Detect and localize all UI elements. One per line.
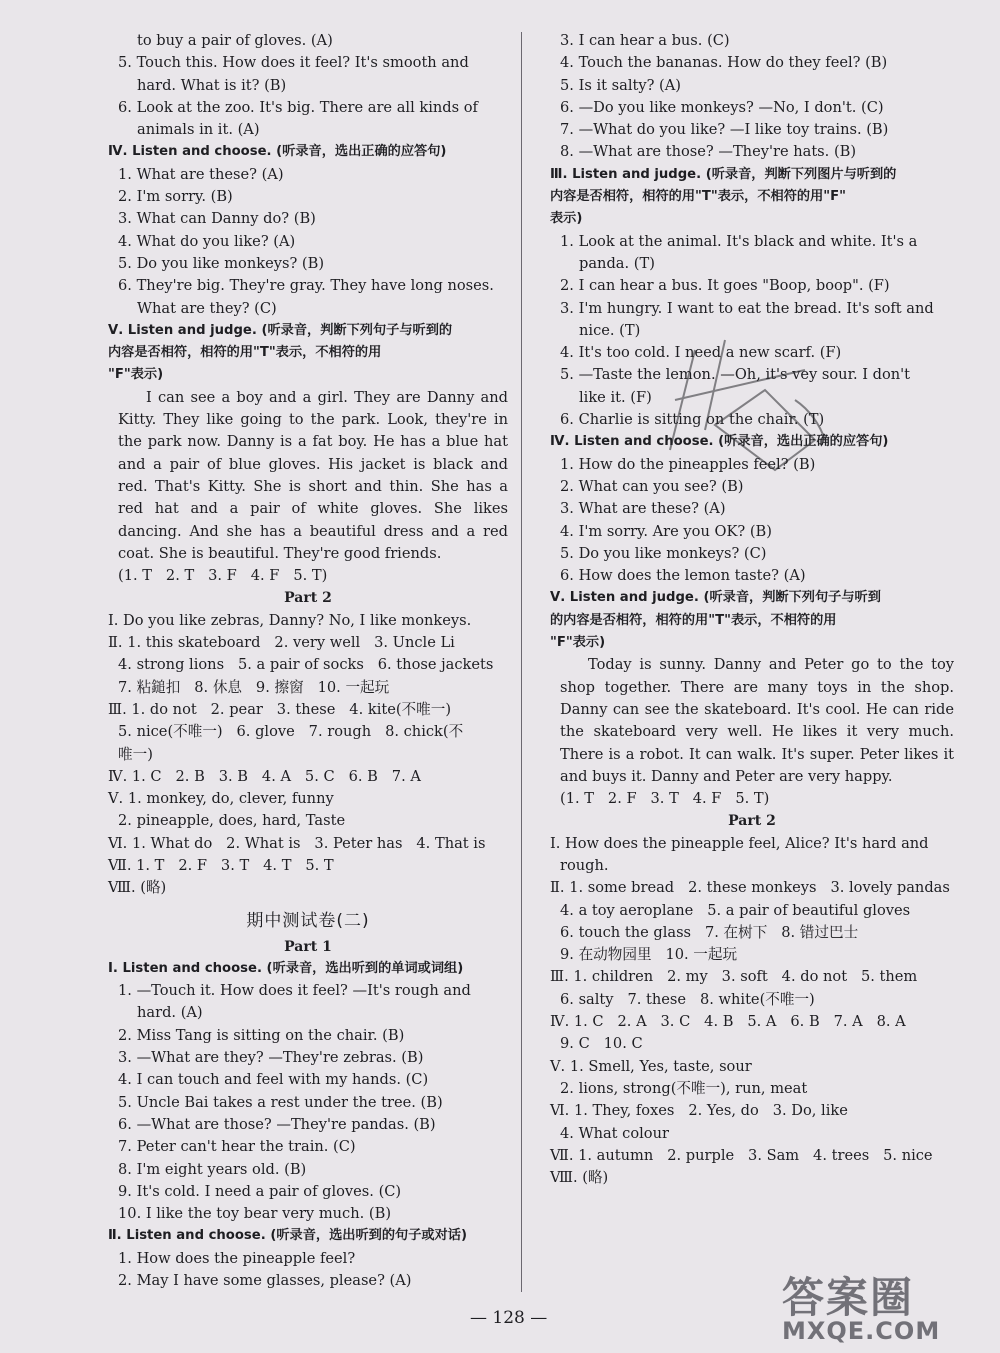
- text-line: 3. —What are they? —They're zebras. (B): [118, 1049, 424, 1067]
- section-heading: Ⅲ. Listen and judge. (听录音，判断下列图片与听到的: [550, 166, 897, 182]
- text-line: 6. Charlie is sitting on the chair. (T): [560, 411, 825, 429]
- text-line: 9. It's cold. I need a pair of gloves. (C): [118, 1182, 402, 1200]
- text-line: 1. How does the pineapple feel?: [118, 1249, 356, 1267]
- text-line: 4. strong lions 5. a pair of socks 6. those jackets: [118, 656, 494, 674]
- text-line: 4. Touch the bananas. How do they feel? (B): [560, 54, 888, 72]
- text-line: 6. Look at the zoo. It's big. There are all kinds of: [118, 98, 478, 116]
- text-line: 6. —Do you like monkeys? —No, I don't. (C): [560, 98, 884, 116]
- text-line: 10. I like the toy bear very much. (B): [118, 1205, 392, 1223]
- text-line: 8. —What are those? —They're hats. (B): [560, 143, 857, 161]
- text-line: Ⅰ. Do you like zebras, Danny? No, I like monkeys.: [108, 611, 472, 629]
- text-line: 9. C 10. C: [560, 1035, 643, 1053]
- part-heading: Part 2: [284, 590, 332, 607]
- text-line: like it. (F): [579, 388, 652, 406]
- page-number: — 128 —: [470, 1308, 548, 1328]
- right-column: [550, 30, 959, 1189]
- text-line: 2. What can you see? (B): [560, 477, 744, 495]
- text-line: 1. —Touch it. How does it feel? —It's rough and: [118, 982, 471, 1000]
- text-line: 1. What are these? (A): [118, 165, 284, 183]
- text-line: 7. —What do you like? —I like toy trains. (B): [560, 121, 889, 139]
- text-line: Ⅶ. 1. T 2. F 3. T 4. T 5. T: [108, 856, 334, 874]
- text-line: 6. They're big. They're gray. They have long noses.: [118, 277, 494, 295]
- text-line: 3. I'm hungry. I want to eat the bread. It's soft and: [560, 299, 934, 317]
- text-line: What are they? (C): [137, 299, 277, 317]
- text-line: hard. What is it? (B): [137, 76, 287, 94]
- passage-paragraph: Today is sunny. Danny and Peter go to the toy shop together. There are many toys in the shop. Danny can see the skateboard. It's cool. He can ride the skateboard very well. He likes it very much. There is a robot. It can walk. It's super. Peter likes it and buys it. Danny and Peter are very happy.: [560, 656, 959, 785]
- text-line: 3. What can Danny do? (B): [118, 210, 316, 228]
- handwritten-stamp: [655, 330, 855, 480]
- text-line: 6. —What are those? —They're pandas. (B): [118, 1115, 436, 1133]
- section-heading: 表示): [550, 211, 583, 227]
- text-line: 5. Uncle Bai takes a rest under the tree. (B): [118, 1093, 443, 1111]
- watermark-sub: MXQE.COM: [782, 1317, 941, 1345]
- text-line: 1. How do the pineapples feel? (B): [560, 455, 816, 473]
- text-line: Ⅱ. 1. some bread 2. these monkeys 3. lovely pandas: [550, 879, 950, 897]
- text-line: 唯一): [118, 745, 153, 763]
- passage-paragraph: I can see a boy and a girl. They are Danny and Kitty. They like going to the park. Look, they're in the park now. Danny is a fat boy. He has a blue hat and a pair of blue gloves. His jacket is black and red. That's Kitty. She is short and thin. She has a red hat and a pair of white gloves. She likes dancing. And she has a beautiful dress and a red coat. She is beautiful. They're good friends.: [118, 388, 513, 562]
- section-heading: Ⅳ. Listen and choose. (听录音，选出正确的应答句): [108, 144, 447, 160]
- text-line: Ⅲ. 1. children 2. my 3. soft 4. do not 5. them: [550, 968, 918, 986]
- text-line: Ⅷ. (略): [550, 1169, 609, 1187]
- text-line: 4. I'm sorry. Are you OK? (B): [560, 522, 772, 540]
- text-line: 1. Look at the animal. It's black and white. It's a: [560, 232, 918, 250]
- text-line: (1. T 2. F 3. T 4. F 5. T): [560, 790, 770, 808]
- text-line: animals in it. (A): [137, 121, 260, 139]
- column-divider: [521, 32, 522, 1292]
- text-line: Ⅶ. 1. autumn 2. purple 3. Sam 4. trees 5. nice: [550, 1146, 933, 1164]
- text-line: hard. (A): [137, 1004, 203, 1022]
- text-line: 2. lions, strong(不唯一), run, meat: [560, 1079, 808, 1097]
- text-line: 3. What are these? (A): [560, 500, 726, 518]
- text-line: Ⅷ. (略): [108, 879, 167, 897]
- text-line: 5. Touch this. How does it feel? It's smooth and: [118, 54, 469, 72]
- text-line: Ⅰ. How does the pineapple feel, Alice? It's hard and: [550, 834, 929, 852]
- section-heading: Ⅰ. Listen and choose. (听录音，选出听到的单词或词组): [108, 960, 464, 976]
- text-line: 5. Do you like monkeys? (C): [560, 544, 767, 562]
- text-line: 5. Is it salty? (A): [560, 76, 681, 94]
- text-line: 5. —Taste the lemon. —Oh, it's vey sour. I don't: [560, 366, 911, 384]
- section-heading: Ⅴ. Listen and judge. (听录音，判断下列句子与听到的: [108, 322, 453, 338]
- section-heading: "F"表示): [108, 367, 164, 383]
- part-heading: Part 1: [284, 938, 332, 955]
- text-line: Ⅵ. 1. They, foxes 2. Yes, do 3. Do, like: [550, 1102, 848, 1120]
- section-heading: 的内容是否相符，相符的用"T"表示，不相符的用: [550, 612, 837, 628]
- text-line: 6. How does the lemon taste? (A): [560, 567, 806, 585]
- text-line: 2. May I have some glasses, please? (A): [118, 1272, 412, 1290]
- section-heading: "F"表示): [550, 635, 606, 651]
- watermark-logo: [782, 1275, 982, 1345]
- text-line: Ⅳ. 1. C 2. B 3. B 4. A 5. C 6. B 7. A: [108, 767, 421, 785]
- section-heading: 内容是否相符，相符的用"T"表示，不相符的用: [108, 345, 382, 361]
- text-line: Ⅱ. 1. this skateboard 2. very well 3. Uncle Li: [108, 634, 455, 652]
- text-line: 5. Do you like monkeys? (B): [118, 254, 325, 272]
- text-line: panda. (T): [579, 254, 655, 272]
- section-heading: 内容是否相符，相符的用"T"表示，不相符的用"F": [550, 189, 847, 205]
- text-line: to buy a pair of gloves. (A): [137, 32, 333, 49]
- text-line: 6. salty 7. these 8. white(不唯一): [560, 990, 815, 1008]
- section-heading: Ⅱ. Listen and choose. (听录音，选出听到的句子或对话): [108, 1228, 468, 1244]
- text-line: 4. What do you like? (A): [118, 232, 296, 250]
- text-line: nice. (T): [579, 321, 641, 339]
- text-line: 4. What colour: [560, 1124, 669, 1142]
- section-heading: Ⅳ. Listen and choose. (听录音，选出正确的应答句): [550, 434, 889, 450]
- watermark-main: 答案圈: [782, 1273, 915, 1322]
- part-heading: Part 2: [728, 813, 776, 830]
- section-heading: Ⅴ. Listen and judge. (听录音，判断下列句子与听到: [550, 590, 881, 606]
- text-line: Ⅴ. 1. monkey, do, clever, funny: [108, 790, 334, 808]
- text-line: 2. I'm sorry. (B): [118, 188, 233, 206]
- text-line: 5. nice(不唯一) 6. glove 7. rough 8. chick(不: [118, 723, 464, 741]
- text-line: 8. I'm eight years old. (B): [118, 1160, 307, 1178]
- text-line: Ⅴ. 1. Smell, Yes, taste, sour: [550, 1057, 752, 1075]
- text-line: (1. T 2. T 3. F 4. F 5. T): [118, 567, 328, 585]
- text-line: Ⅲ. 1. do not 2. pear 3. these 4. kite(不唯一): [108, 700, 452, 718]
- text-line: 4. It's too cold. I need a new scarf. (F): [560, 344, 842, 362]
- text-line: 7. Peter can't hear the train. (C): [118, 1138, 356, 1156]
- text-line: Ⅵ. 1. What do 2. What is 3. Peter has 4. That is: [108, 834, 486, 852]
- text-line: rough.: [560, 856, 609, 874]
- text-line: 4. a toy aeroplane 5. a pair of beautiful gloves: [560, 901, 911, 919]
- text-line: 2. pineapple, does, hard, Taste: [118, 812, 346, 830]
- text-line: 7. 粘鎚扣 8. 休息 9. 擦窗 10. 一起玩: [118, 678, 390, 696]
- text-line: 2. Miss Tang is sitting on the chair. (B): [118, 1026, 405, 1044]
- text-line: Ⅳ. 1. C 2. A 3. C 4. B 5. A 6. B 7. A 8. A: [550, 1013, 906, 1031]
- left-column: [108, 30, 513, 1292]
- text-line: 2. I can hear a bus. It goes "Boop, boop". (F): [560, 277, 890, 295]
- text-line: 6. touch the glass 7. 在树下 8. 错过巴士: [560, 923, 859, 941]
- text-line: 9. 在动物园里 10. 一起玩: [560, 946, 738, 964]
- text-line: 4. I can touch and feel with my hands. (C): [118, 1071, 429, 1089]
- test-title: 期中测试卷(二): [246, 910, 370, 931]
- text-line: 3. I can hear a bus. (C): [560, 32, 730, 49]
